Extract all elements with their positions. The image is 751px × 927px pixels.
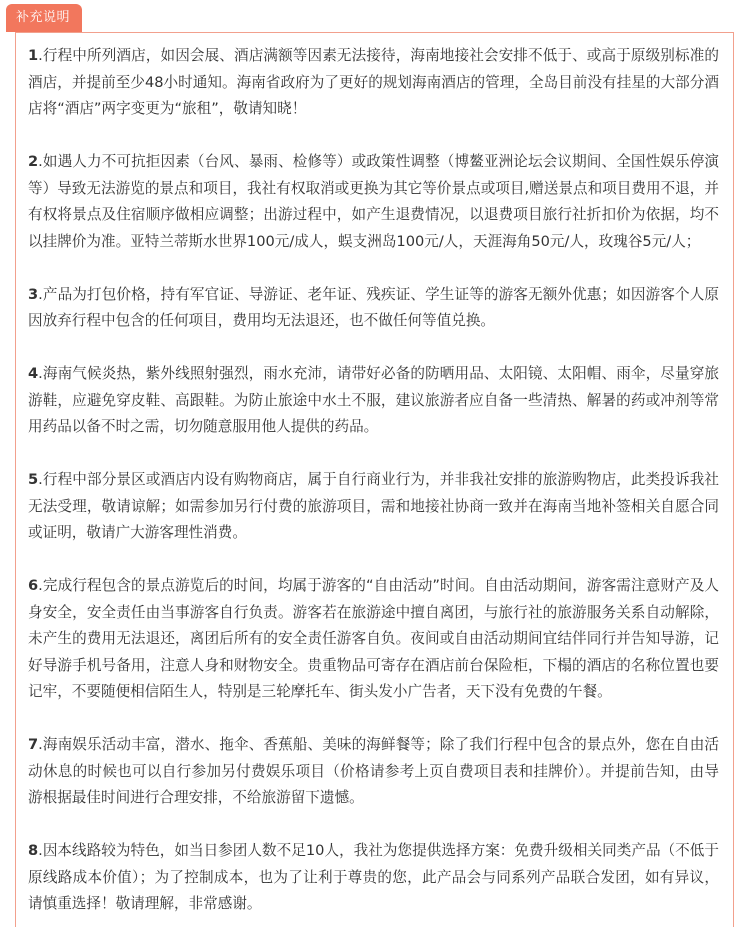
note-number: 8 . (28, 842, 43, 859)
note-item-2 (28, 149, 719, 255)
note-number: 6 . (28, 577, 43, 594)
note-text: 海南气候炎热，紫外线照射强烈，雨水充沛，请带好必备的防晒用品、太阳镜、太阳帽、雨伞，尽量穿旅游鞋，应避免穿皮鞋、高跟鞋。为防止旅途中水土不服，建议旅游者应自备一些清热、解暑的药或冲剂等常用药品以备不时之需，切勿随意服用他人提供的药品。 (28, 365, 719, 435)
note-number: 1 . (28, 47, 43, 64)
note-text: 如遇人力不可抗拒因素（台风、暴雨、检修等）或政策性调整（博鳌亚洲论坛会议期间、全国性娱乐停演等）导致无法游览的景点和项目，我社有权取消或更换为其它等价景点或项目,赠送景点和项目费用不退，并有权将景点及住宿顺序做相应调整；出游过程中，如产生退费情况，以退费项目旅行社折扣价为依据，均不以挂牌价为准。亚特兰蒂斯水世界100元/成人，蜈支洲岛100元/人，天涯海角50元/人，玫瑰谷5元/人； (28, 153, 719, 250)
note-text: 海南娱乐活动丰富，潜水、拖伞、香蕉船、美味的海鲜餐等；除了我们行程中包含的景点外，您在自由活动休息的时候也可以自行参加另付费娱乐项目（价格请参考上页自费项目表和挂牌价）。并提前告知，由导游根据最佳时间进行合理安排，不给旅游留下遗憾。 (28, 736, 719, 806)
notes-content-box (15, 32, 734, 927)
note-item-3 (28, 282, 719, 335)
note-item-8 (28, 838, 719, 918)
note-text: 产品为打包价格，持有军官证、导游证、老年证、残疾证、学生证等的游客无额外优惠；如因游客个人原因放弃行程中包含的任何项目，费用均无法退还，也不做任何等值兑换。 (28, 285, 719, 329)
note-number: 4 . (28, 365, 43, 382)
note-item-1 (28, 43, 719, 123)
note-item-7 (28, 732, 719, 812)
note-item-6 (28, 573, 719, 706)
note-item-4 (28, 361, 719, 441)
note-number: 5 . (28, 471, 43, 488)
note-item-5 (28, 467, 719, 547)
note-number: 7 . (28, 736, 43, 753)
note-text: 行程中所列酒店，如因会展、酒店满额等因素无法接待，海南地接社会安排不低于、或高于原级别标准的酒店，并提前至少48小时通知。海南省政府为了更好的规划海南酒店的管理，全岛目前没有挂星的大部分酒店将“酒店”两字变更为“旅租”，敬请知晓！ (28, 47, 719, 117)
section-tab-title: 补充说明 (6, 4, 82, 32)
note-text: 完成行程包含的景点游览后的时间，均属于游客的“自由活动”时间。自由活动期间，游客需注意财产及人身安全，安全责任由当事游客自行负责。游客若在旅游途中擅自离团，与旅行社的旅游服务关系自动解除，未产生的费用无法退还，离团后所有的安全责任游客自负。夜间或自由活动期间宜结伴同行并告知导游，记好导游手机号备用，注意人身和财物安全。贵重物品可寄存在酒店前台保险柜，下榻的酒店的名称位置也要记牢，不要随便相信陌生人，特别是三轮摩托车、街头发小广告者，天下没有免费的午餐。 (28, 577, 719, 700)
note-text: 因本线路较为特色，如当日参团人数不足10人，我社为您提供选择方案：免费升级相关同类产品（不低于原线路成本价值）；为了控制成本，也为了让利于尊贵的您，此产品会与同系列产品联合发团，如有异议，请慎重选择！敬请理解，非常感谢。 (28, 842, 719, 912)
note-number: 2 . (28, 153, 43, 170)
note-text: 行程中部分景区或酒店内设有购物商店，属于自行商业行为，并非我社安排的旅游购物店，此类投诉我社无法受理，敬请谅解；如需参加另行付费的旅游项目，需和地接社协商一致并在海南当地补签相关自愿合同或证明，敬请广大游客理性消费。 (28, 471, 719, 541)
note-number: 3 . (28, 286, 43, 303)
